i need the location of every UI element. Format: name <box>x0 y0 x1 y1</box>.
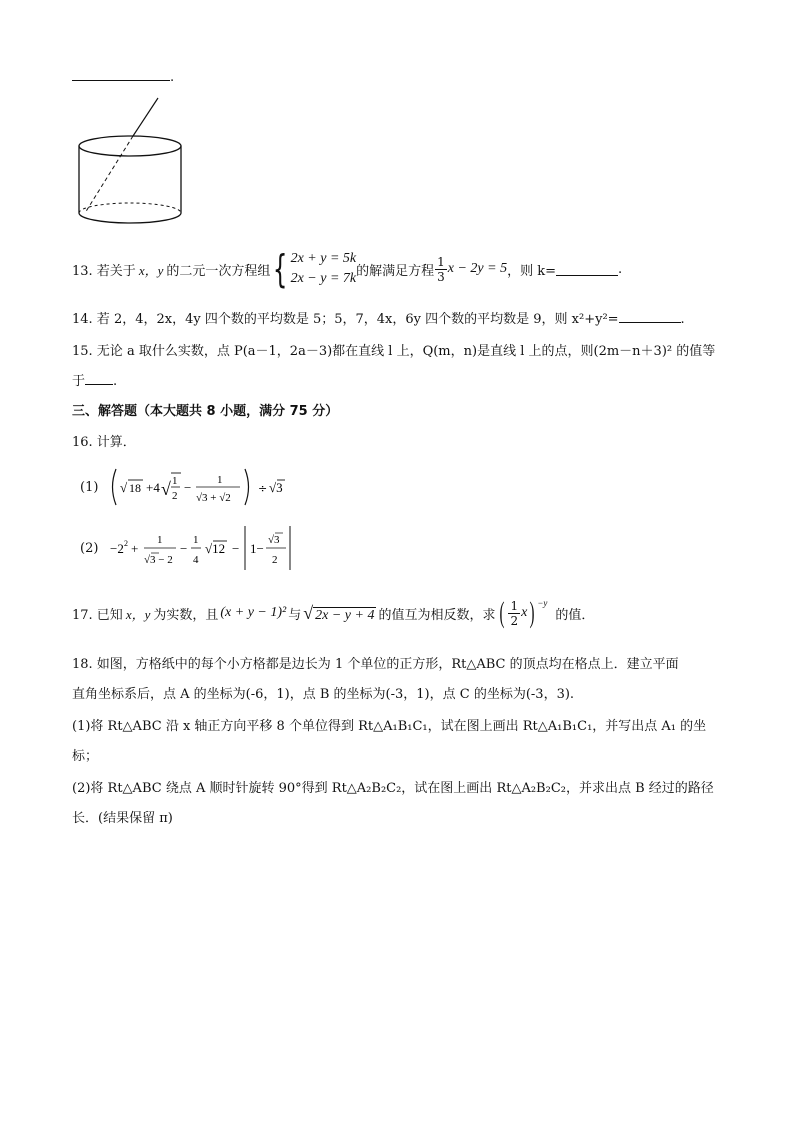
q13-answer-blank <box>556 263 618 276</box>
svg-text:−2: −2 <box>110 541 125 556</box>
section-3-heading: 三、解答题（本大题共 8 小题，满分 75 分） <box>72 404 339 419</box>
question-14 <box>72 308 685 327</box>
q13-eq2: 2x − y = 7k <box>290 271 357 286</box>
q15-answer-blank <box>85 372 113 385</box>
svg-text:√3: √3 <box>269 480 284 495</box>
svg-text:√3 − 2: √3 − 2 <box>144 554 174 566</box>
q17-mid3: 的值互为相反数，求 <box>378 607 496 623</box>
svg-text:1−: 1− <box>250 541 265 556</box>
svg-text:1: 1 <box>172 475 178 487</box>
rod-outside <box>133 98 158 136</box>
q13-eq1: 2x + y = 5k <box>290 251 357 266</box>
q16-part1-label: (1) <box>80 479 99 495</box>
q17-exponent: −y <box>537 598 548 608</box>
cylinder-figure <box>78 96 188 226</box>
question-18-line1: 18. 如图，方格纸中的每个小方格都是边长为 1 个单位的正方形，Rt△ABC 的顶点均在格点上．建立平面 <box>72 657 679 672</box>
q14-suffix: . <box>680 312 685 327</box>
q17-frac-num: 1 <box>510 598 519 613</box>
q12-suffix: . <box>170 70 175 85</box>
q17-vars: x，y <box>125 606 151 622</box>
q17-prefix: 17. 已知 <box>72 607 123 623</box>
svg-text:2: 2 <box>272 554 278 566</box>
svg-text:−: − <box>184 480 192 495</box>
q13-frac-num: 1 <box>437 254 445 269</box>
q13-frac-den: 3 <box>437 269 445 284</box>
question-18-line6: 长．(结果保留 π) <box>72 811 173 826</box>
q16-part2 <box>80 522 338 574</box>
svg-text:−: − <box>232 541 240 556</box>
question-13 <box>72 245 622 293</box>
rod-inside <box>85 136 133 213</box>
svg-text:√: √ <box>161 479 172 499</box>
q15-suffix: . <box>113 374 118 389</box>
question-18-line5: (2)将 Rt△ABC 绕点 A 顺时针旋转 90°得到 Rt△A₂B₂C₂，试在图上画出 Rt△A₂B₂C₂，并求出点 B 经过的路径 <box>72 781 714 796</box>
q15-line2-prefix: 于 <box>72 374 86 389</box>
q16-part1-expression <box>108 465 318 509</box>
question-18-line2: 直角坐标系后，点 A 的坐标为(-6，1)，点 B 的坐标为(-3，1)，点 C 的坐标为(-3，3). <box>72 687 575 702</box>
cylinder-top <box>79 136 181 156</box>
q13-vars: x，y <box>138 262 164 278</box>
q13-fraction <box>435 255 447 284</box>
svg-text:−: − <box>180 541 188 556</box>
q17-frac <box>508 599 520 628</box>
svg-text:18: 18 <box>129 481 142 495</box>
cylinder-bottom-front <box>79 213 181 223</box>
svg-text:√: √ <box>120 480 128 495</box>
q17-sqrt: √ 2x − y + 4 <box>303 602 375 623</box>
q13-system <box>291 249 357 289</box>
q13-mid: 的二元一次方程组 <box>166 263 271 279</box>
q16-part2-label: (2) <box>80 540 99 556</box>
svg-text:1: 1 <box>217 474 223 486</box>
question-15-line1: 15. 无论 a 取什么实数，点 P(a－1，2a－3)都在直线 l 上，Q(m，n)是直线 l 上的点，则(2m－n＋3)² 的值等 <box>72 344 716 359</box>
svg-text:1: 1 <box>157 534 163 546</box>
q12-answer-blank <box>72 68 174 85</box>
question-18-line3: (1)将 Rt△ABC 沿 x 轴正方向平移 8 个单位得到 Rt△A₁B₁C₁，试在图上画出 Rt△A₁B₁C₁，并写出点 A₁ 的坐 <box>72 719 707 734</box>
svg-text:+4: +4 <box>146 480 161 495</box>
cylinder-bottom-back <box>79 203 181 213</box>
q16-part2-expression <box>108 522 338 574</box>
q17-expr1: (x + y − 1)² <box>220 605 287 620</box>
svg-text:1: 1 <box>193 534 199 546</box>
q17-end: 的值． <box>555 607 595 623</box>
q13-end: ，则 k= <box>507 263 556 279</box>
q17-power: ( $\frac{1}{2}$ x ) −y <box>499 596 548 629</box>
svg-text:2: 2 <box>172 490 178 502</box>
q16-part1 <box>80 465 318 509</box>
svg-text:2: 2 <box>124 539 129 548</box>
q17-mid2: 与 <box>288 607 302 623</box>
svg-text:√3 + √2: √3 + √2 <box>196 492 232 504</box>
q17-frac-den: 2 <box>510 613 519 628</box>
question-16-title: 16. 计算． <box>72 435 136 450</box>
q17-expr2: 2x − y + 4 <box>315 607 375 623</box>
question-18-line4: 标； <box>72 749 99 764</box>
q13-suffix: . <box>618 261 623 277</box>
q13-after: 的解满足方程 <box>356 263 435 279</box>
svg-text:÷: ÷ <box>258 482 268 495</box>
q13-eq3: x − 2y = 5 <box>447 261 508 276</box>
question-15-line2 <box>72 370 117 389</box>
svg-text:+: + <box>131 541 139 556</box>
question-17 <box>72 593 594 633</box>
svg-text:√3: √3 <box>268 534 280 546</box>
svg-text:4: 4 <box>193 554 199 566</box>
q17-mid1: 为实数，且 <box>153 607 219 623</box>
q13-prefix: 13. 若关于 <box>72 263 136 279</box>
svg-text:√12: √12 <box>205 541 226 556</box>
q13-brace: { <box>273 247 288 291</box>
q14-answer-blank <box>619 310 681 323</box>
q14-text: 14. 若 2，4，2x，4y 四个数的平均数是 5；5，7，4x，6y 四个数的平均数是 9，则 x²+y²= <box>72 312 619 327</box>
